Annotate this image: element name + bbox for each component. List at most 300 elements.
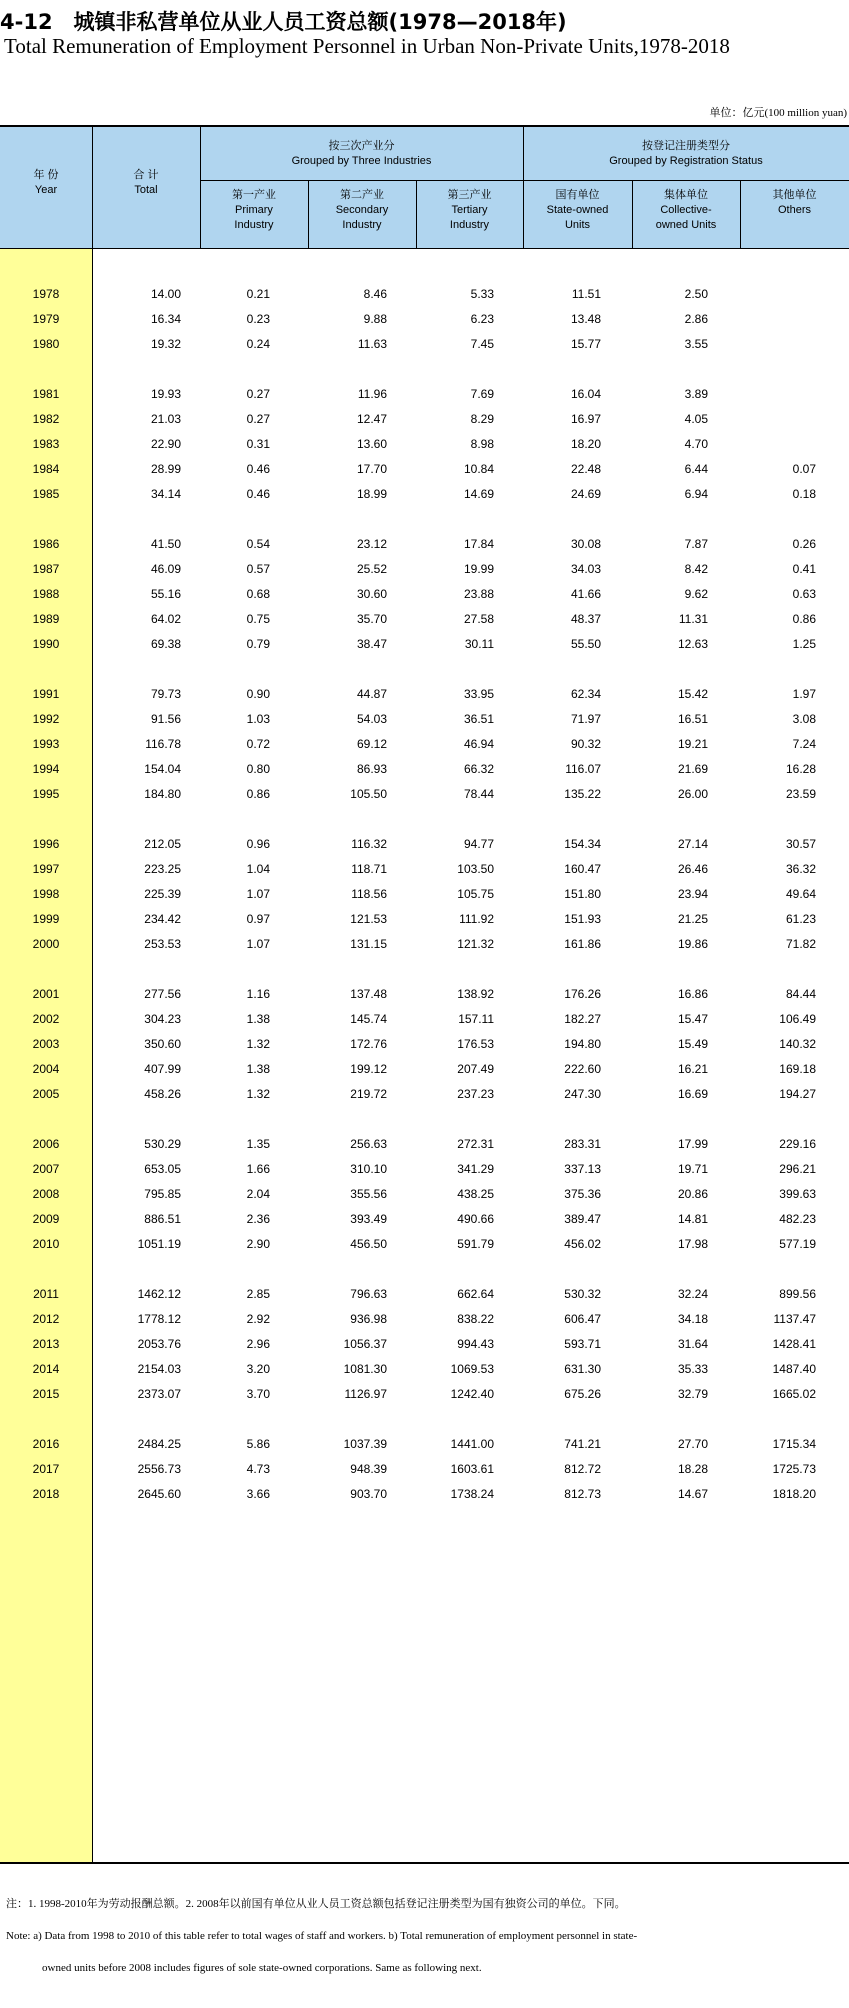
table-row xyxy=(0,633,849,655)
table-row xyxy=(0,1458,849,1480)
table-row xyxy=(0,458,849,480)
cell-secondary: 38.47 xyxy=(356,637,387,651)
cell-collective: 3.89 xyxy=(684,387,708,401)
cell-others: 36.32 xyxy=(785,862,816,876)
cell-secondary: 1037.39 xyxy=(343,1437,387,1451)
cell-primary: 0.97 xyxy=(246,912,270,926)
cell-year: 2000 xyxy=(32,937,60,951)
cell-tertiary: 272.31 xyxy=(457,1137,494,1151)
cell-year: 1985 xyxy=(32,487,60,501)
cell-others: 194.27 xyxy=(779,1087,816,1101)
header-year: 年 份 Year xyxy=(33,169,59,196)
cell-others: 1487.40 xyxy=(772,1362,816,1376)
cell-collective: 21.25 xyxy=(677,912,708,926)
cell-secondary: 118.71 xyxy=(351,862,387,876)
cell-collective: 6.94 xyxy=(684,487,708,501)
table-row xyxy=(0,1083,849,1105)
table-row xyxy=(0,283,849,305)
cell-primary: 2.90 xyxy=(246,1237,270,1251)
table-title-en: Total Remuneration of Employment Personnel in Urban Non-Private Units,1978-2018 xyxy=(4,34,730,58)
table-row xyxy=(0,933,849,955)
cell-total: 653.05 xyxy=(144,1162,181,1176)
cell-year: 2017 xyxy=(32,1462,60,1476)
cell-secondary: 145.74 xyxy=(350,1012,387,1026)
cell-secondary: 1056.37 xyxy=(343,1337,387,1351)
cell-tertiary: 1242.40 xyxy=(450,1387,494,1401)
table-row xyxy=(0,1358,849,1380)
cell-secondary: 30.60 xyxy=(356,587,387,601)
cell-secondary: 11.63 xyxy=(357,337,387,351)
cell-total: 19.93 xyxy=(150,387,181,401)
cell-others: 106.49 xyxy=(779,1012,816,1026)
cell-state-owned: 151.93 xyxy=(564,912,601,926)
cell-total: 2556.73 xyxy=(137,1462,181,1476)
header-industry-group: 按三次产业分 Grouped by Three Industries xyxy=(291,140,432,167)
cell-state-owned: 631.30 xyxy=(564,1362,601,1376)
cell-others: 0.63 xyxy=(792,587,816,601)
cell-others xyxy=(740,433,816,455)
cell-total: 16.34 xyxy=(150,312,181,326)
cell-secondary: 9.88 xyxy=(363,312,387,326)
cell-collective: 14.67 xyxy=(677,1487,708,1501)
cell-tertiary: 27.58 xyxy=(463,612,494,626)
cell-tertiary: 838.22 xyxy=(457,1312,494,1326)
cell-primary: 4.73 xyxy=(246,1462,270,1476)
cell-state-owned: 34.03 xyxy=(570,562,601,576)
cell-state-owned: 337.13 xyxy=(564,1162,601,1176)
cell-state-owned: 16.04 xyxy=(570,387,601,401)
cell-state-owned: 13.48 xyxy=(570,312,601,326)
cell-others: 482.23 xyxy=(779,1212,816,1226)
cell-others: 49.64 xyxy=(785,887,816,901)
cell-state-owned: 456.02 xyxy=(564,1237,601,1251)
cell-others: 84.44 xyxy=(785,987,816,1001)
table-row xyxy=(0,1483,849,1505)
cell-total: 22.90 xyxy=(150,437,181,451)
cell-others: 0.41 xyxy=(792,562,816,576)
cell-state-owned: 812.72 xyxy=(564,1462,601,1476)
cell-others xyxy=(740,283,816,305)
table-row xyxy=(0,908,849,930)
cell-year: 2009 xyxy=(32,1212,60,1226)
cell-secondary: 116.32 xyxy=(351,837,387,851)
cell-secondary: 118.56 xyxy=(351,887,387,901)
cell-secondary: 17.70 xyxy=(356,462,387,476)
cell-secondary: 948.39 xyxy=(350,1462,387,1476)
cell-tertiary: 1069.53 xyxy=(450,1362,494,1376)
cell-collective: 2.50 xyxy=(684,287,708,301)
header-bottom-rule xyxy=(0,248,849,249)
cell-others: 0.86 xyxy=(792,612,816,626)
table-row xyxy=(0,1308,849,1330)
unit-label: 单位：亿元(100 million yuan) xyxy=(709,107,847,119)
note-en-line2: owned units before 2008 includes figures of sole state-owned corporations. Same as following next. xyxy=(42,1962,482,1974)
cell-collective: 15.47 xyxy=(677,1012,708,1026)
cell-secondary: 393.49 xyxy=(350,1212,387,1226)
cell-total: 2484.25 xyxy=(137,1437,181,1451)
cell-others: 61.23 xyxy=(785,912,816,926)
cell-secondary: 796.63 xyxy=(350,1287,387,1301)
cell-primary: 1.38 xyxy=(246,1062,270,1076)
cell-primary: 1.32 xyxy=(246,1087,270,1101)
cell-secondary: 121.53 xyxy=(350,912,387,926)
cell-primary: 2.36 xyxy=(246,1212,270,1226)
cell-collective: 12.63 xyxy=(677,637,708,651)
cell-total: 91.56 xyxy=(150,712,181,726)
cell-collective: 16.69 xyxy=(677,1087,708,1101)
cell-state-owned: 24.69 xyxy=(570,487,601,501)
table-row xyxy=(0,1183,849,1205)
header-primary-industry: 第一产业 Primary Industry xyxy=(232,189,276,231)
cell-primary: 0.80 xyxy=(246,762,270,776)
cell-total: 14.00 xyxy=(150,287,181,301)
cell-collective: 32.79 xyxy=(677,1387,708,1401)
cell-tertiary: 994.43 xyxy=(457,1337,494,1351)
cell-tertiary: 66.32 xyxy=(463,762,494,776)
cell-collective: 21.69 xyxy=(677,762,708,776)
cell-tertiary: 1441.00 xyxy=(450,1437,494,1451)
cell-year: 1984 xyxy=(32,462,60,476)
cell-others: 30.57 xyxy=(785,837,816,851)
cell-year: 2002 xyxy=(32,1012,60,1026)
cell-tertiary: 341.29 xyxy=(457,1162,494,1176)
cell-primary: 3.66 xyxy=(246,1487,270,1501)
table-title-cn: 4-12 城镇非私营单位从业人员工资总额(1978—2018年) xyxy=(0,10,567,34)
cell-state-owned: 283.31 xyxy=(564,1137,601,1151)
cell-secondary: 199.12 xyxy=(350,1062,387,1076)
cell-collective: 7.87 xyxy=(684,537,708,551)
cell-secondary: 256.63 xyxy=(350,1137,387,1151)
cell-primary: 1.38 xyxy=(246,1012,270,1026)
cell-tertiary: 19.99 xyxy=(463,562,494,576)
cell-state-owned: 247.30 xyxy=(564,1087,601,1101)
cell-tertiary: 6.23 xyxy=(470,312,494,326)
cell-total: 28.99 xyxy=(150,462,181,476)
cell-primary: 0.31 xyxy=(246,437,270,451)
cell-collective: 27.70 xyxy=(677,1437,708,1451)
cell-total: 225.39 xyxy=(144,887,181,901)
cell-primary: 1.32 xyxy=(246,1037,270,1051)
cell-total: 46.09 xyxy=(150,562,181,576)
cell-year: 2008 xyxy=(32,1187,60,1201)
cell-primary: 0.90 xyxy=(246,687,270,701)
cell-secondary: 355.56 xyxy=(350,1187,387,1201)
table-row xyxy=(0,733,849,755)
table-row xyxy=(0,308,849,330)
table-row xyxy=(0,483,849,505)
table-row xyxy=(0,608,849,630)
cell-state-owned: 11.51 xyxy=(571,287,601,301)
cell-others: 1.97 xyxy=(792,687,816,701)
cell-state-owned: 375.36 xyxy=(564,1187,601,1201)
cell-state-owned: 41.66 xyxy=(570,587,601,601)
cell-others: 577.19 xyxy=(779,1237,816,1251)
cell-others: 1428.41 xyxy=(772,1337,816,1351)
cell-secondary: 44.87 xyxy=(356,687,387,701)
cell-others xyxy=(740,308,816,330)
cell-tertiary: 10.84 xyxy=(463,462,494,476)
cell-collective: 34.18 xyxy=(677,1312,708,1326)
cell-state-owned: 176.26 xyxy=(564,987,601,1001)
cell-others: 899.56 xyxy=(779,1287,816,1301)
cell-total: 154.04 xyxy=(144,762,181,776)
table-row xyxy=(0,1283,849,1305)
cell-primary: 0.27 xyxy=(246,412,270,426)
cell-year: 1994 xyxy=(32,762,60,776)
cell-year: 2018 xyxy=(32,1487,60,1501)
header-total: 合 计 Total xyxy=(133,169,159,196)
cell-primary: 2.04 xyxy=(246,1187,270,1201)
header-others: 其他单位 Others xyxy=(772,189,817,216)
cell-secondary: 35.70 xyxy=(356,612,387,626)
cell-primary: 1.07 xyxy=(246,937,270,951)
table-row xyxy=(0,1158,849,1180)
cell-state-owned: 18.20 xyxy=(570,437,601,451)
cell-collective: 18.28 xyxy=(677,1462,708,1476)
cell-primary: 0.75 xyxy=(246,612,270,626)
cell-state-owned: 15.77 xyxy=(570,337,601,351)
table-row xyxy=(0,858,849,880)
cell-state-owned: 48.37 xyxy=(570,612,601,626)
cell-year: 2016 xyxy=(32,1437,60,1451)
cell-secondary: 8.46 xyxy=(363,287,387,301)
cell-tertiary: 78.44 xyxy=(463,787,494,801)
cell-collective: 6.44 xyxy=(684,462,708,476)
cell-others xyxy=(740,333,816,355)
cell-year: 1996 xyxy=(32,837,60,851)
table-row xyxy=(0,333,849,355)
table-row xyxy=(0,383,849,405)
table-row xyxy=(0,583,849,605)
cell-primary: 2.85 xyxy=(246,1287,270,1301)
cell-state-owned: 530.32 xyxy=(564,1287,601,1301)
cell-secondary: 1126.97 xyxy=(344,1387,387,1401)
cell-tertiary: 111.92 xyxy=(459,912,494,926)
cell-year: 1979 xyxy=(32,312,60,326)
cell-others: 229.16 xyxy=(779,1137,816,1151)
cell-collective: 4.05 xyxy=(684,412,708,426)
table-notes xyxy=(6,1888,836,1984)
cell-tertiary: 207.49 xyxy=(457,1062,494,1076)
cell-secondary: 1081.30 xyxy=(343,1362,387,1376)
table-bottom-rule xyxy=(0,1862,849,1864)
cell-primary: 5.86 xyxy=(246,1437,270,1451)
cell-year: 1983 xyxy=(32,437,60,451)
cell-primary: 0.68 xyxy=(246,587,270,601)
cell-state-owned: 194.80 xyxy=(564,1037,601,1051)
cell-year: 1998 xyxy=(32,887,60,901)
cell-others: 3.08 xyxy=(792,712,816,726)
cell-primary: 0.54 xyxy=(246,537,270,551)
header-registration-group: 按登记注册类型分 Grouped by Registration Status xyxy=(609,140,763,167)
cell-others: 1715.34 xyxy=(772,1437,816,1451)
cell-tertiary: 138.92 xyxy=(457,987,494,1001)
cell-primary: 0.86 xyxy=(246,787,270,801)
cell-total: 34.14 xyxy=(150,487,181,501)
cell-state-owned: 812.73 xyxy=(564,1487,601,1501)
cell-total: 1051.19 xyxy=(137,1237,181,1251)
cell-tertiary: 46.94 xyxy=(463,737,494,751)
table-row xyxy=(0,558,849,580)
cell-primary: 3.70 xyxy=(246,1387,270,1401)
table-row xyxy=(0,783,849,805)
cell-collective: 23.94 xyxy=(677,887,708,901)
cell-total: 530.29 xyxy=(144,1137,181,1151)
cell-total: 79.73 xyxy=(150,687,181,701)
cell-year: 2013 xyxy=(32,1337,60,1351)
cell-collective: 19.71 xyxy=(677,1162,708,1176)
cell-primary: 0.57 xyxy=(246,562,270,576)
cell-year: 2001 xyxy=(32,987,60,1001)
cell-tertiary: 36.51 xyxy=(463,712,494,726)
cell-state-owned: 160.47 xyxy=(564,862,601,876)
cell-collective: 3.55 xyxy=(684,337,708,351)
cell-collective: 17.98 xyxy=(677,1237,708,1251)
table-row xyxy=(0,883,849,905)
cell-total: 116.78 xyxy=(145,737,181,751)
cell-year: 2003 xyxy=(32,1037,60,1051)
cell-year: 1990 xyxy=(32,637,60,651)
cell-others: 140.32 xyxy=(779,1037,816,1051)
cell-state-owned: 606.47 xyxy=(564,1312,601,1326)
cell-year: 1988 xyxy=(32,587,60,601)
cell-total: 407.99 xyxy=(144,1062,181,1076)
cell-others xyxy=(740,408,816,430)
cell-secondary: 69.12 xyxy=(356,737,387,751)
cell-secondary: 13.60 xyxy=(356,437,387,451)
cell-others: 7.24 xyxy=(792,737,816,751)
cell-total: 2645.60 xyxy=(137,1487,181,1501)
cell-year: 1986 xyxy=(32,537,60,551)
cell-state-owned: 593.71 xyxy=(564,1337,601,1351)
header-secondary-industry: 第二产业 Secondary Industry xyxy=(335,189,389,231)
cell-year: 2015 xyxy=(32,1387,60,1401)
cell-primary: 1.66 xyxy=(246,1162,270,1176)
cell-total: 458.26 xyxy=(144,1087,181,1101)
cell-others: 1818.20 xyxy=(772,1487,816,1501)
cell-total: 795.85 xyxy=(144,1187,181,1201)
cell-primary: 1.04 xyxy=(246,862,270,876)
cell-primary: 0.23 xyxy=(246,312,270,326)
cell-state-owned: 741.21 xyxy=(564,1437,601,1451)
cell-primary: 0.79 xyxy=(246,637,270,651)
cell-total: 184.80 xyxy=(144,787,181,801)
header-collective-owned: 集体单位 Collective- owned Units xyxy=(655,189,717,231)
cell-secondary: 11.96 xyxy=(357,387,387,401)
cell-secondary: 131.15 xyxy=(350,937,387,951)
cell-primary: 1.35 xyxy=(246,1137,270,1151)
table-row xyxy=(0,1033,849,1055)
header-state-owned: 国有单位 State-owned Units xyxy=(546,189,609,231)
cell-total: 2154.03 xyxy=(137,1362,181,1376)
cell-primary: 2.92 xyxy=(246,1312,270,1326)
cell-year: 2007 xyxy=(32,1162,60,1176)
cell-tertiary: 33.95 xyxy=(463,687,494,701)
header-group-rule xyxy=(200,180,849,181)
cell-collective: 4.70 xyxy=(684,437,708,451)
cell-year: 2011 xyxy=(33,1287,59,1301)
cell-year: 2012 xyxy=(32,1312,60,1326)
cell-secondary: 310.10 xyxy=(350,1162,387,1176)
cell-tertiary: 8.29 xyxy=(470,412,494,426)
cell-collective: 20.86 xyxy=(677,1187,708,1201)
cell-others: 71.82 xyxy=(785,937,816,951)
cell-year: 2010 xyxy=(32,1237,60,1251)
cell-secondary: 54.03 xyxy=(356,712,387,726)
cell-collective: 16.21 xyxy=(677,1062,708,1076)
table-row xyxy=(0,408,849,430)
cell-state-owned: 151.80 xyxy=(564,887,601,901)
cell-state-owned: 55.50 xyxy=(570,637,601,651)
cell-tertiary: 17.84 xyxy=(463,537,494,551)
cell-state-owned: 71.97 xyxy=(570,712,601,726)
cell-year: 2006 xyxy=(32,1137,60,1151)
cell-total: 21.03 xyxy=(150,412,181,426)
cell-collective: 31.64 xyxy=(677,1337,708,1351)
cell-secondary: 23.12 xyxy=(356,537,387,551)
cell-others: 1725.73 xyxy=(772,1462,816,1476)
cell-total: 55.16 xyxy=(150,587,181,601)
cell-total: 886.51 xyxy=(144,1212,181,1226)
table-row xyxy=(0,1058,849,1080)
note-cn: 注：1. 1998-2010年为劳动报酬总额。2. 2008年以前国有单位从业人员工资总额包括登记注册类型为国有独资公司的单位。下同。 xyxy=(6,1898,626,1910)
cell-collective: 16.51 xyxy=(677,712,708,726)
cell-others: 1665.02 xyxy=(772,1387,816,1401)
cell-total: 69.38 xyxy=(150,637,181,651)
cell-total: 223.25 xyxy=(144,862,181,876)
cell-tertiary: 1738.24 xyxy=(450,1487,494,1501)
table-row xyxy=(0,1008,849,1030)
cell-total: 64.02 xyxy=(150,612,181,626)
cell-tertiary: 176.53 xyxy=(457,1037,494,1051)
cell-collective: 15.49 xyxy=(677,1037,708,1051)
cell-year: 1987 xyxy=(32,562,60,576)
table-row xyxy=(0,433,849,455)
table-row xyxy=(0,758,849,780)
cell-secondary: 219.72 xyxy=(350,1087,387,1101)
cell-others: 0.07 xyxy=(792,462,816,476)
cell-others xyxy=(740,383,816,405)
cell-tertiary: 7.69 xyxy=(470,387,494,401)
cell-state-owned: 30.08 xyxy=(570,537,601,551)
table-row xyxy=(0,1233,849,1255)
table-row xyxy=(0,1208,849,1230)
table-row xyxy=(0,708,849,730)
cell-tertiary: 14.69 xyxy=(463,487,494,501)
cell-primary: 0.24 xyxy=(246,337,270,351)
cell-secondary: 86.93 xyxy=(356,762,387,776)
table-row xyxy=(0,683,849,705)
cell-year: 1997 xyxy=(32,862,60,876)
cell-secondary: 172.76 xyxy=(350,1037,387,1051)
cell-year: 2005 xyxy=(32,1087,60,1101)
cell-state-owned: 16.97 xyxy=(570,412,601,426)
cell-tertiary: 103.50 xyxy=(457,862,494,876)
cell-state-owned: 154.34 xyxy=(564,837,601,851)
table-row xyxy=(0,1383,849,1405)
cell-primary: 3.20 xyxy=(246,1362,270,1376)
cell-state-owned: 222.60 xyxy=(564,1062,601,1076)
cell-tertiary: 237.23 xyxy=(457,1087,494,1101)
cell-total: 234.42 xyxy=(144,912,181,926)
cell-secondary: 936.98 xyxy=(350,1312,387,1326)
cell-others: 1.25 xyxy=(792,637,816,651)
cell-state-owned: 389.47 xyxy=(564,1212,601,1226)
cell-primary: 0.46 xyxy=(246,487,270,501)
table-row xyxy=(0,1133,849,1155)
cell-total: 2053.76 xyxy=(137,1337,181,1351)
cell-tertiary: 121.32 xyxy=(457,937,494,951)
